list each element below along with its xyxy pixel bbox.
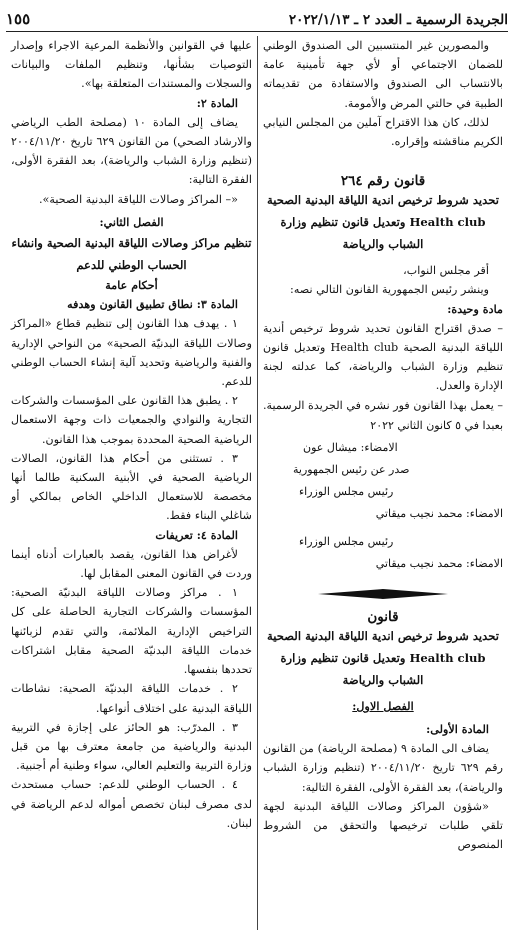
law-heading-2: تحديد شروط ترخيص اندية اللياقة البدنية الصحية Health club وتعديل قانون تنظيم وزارة الشباب والرياضة bbox=[267, 628, 499, 687]
article-3-title: المادة ٣: نطاق تطبيق القانون وهدفه bbox=[67, 297, 238, 312]
article-4-intro: لأغراض هذا القانون، يقصد بالعبارات أدناه أينما وردت في القانون المعنى المقابل لها. bbox=[11, 547, 252, 581]
article-2-text: يضاف إلى المادة ١٠ (مصلحة الطب الرياضي والارشاد الصحي) من القانون ٦٢٩ تاريخ ٢٠٠٤/١١/٢٠ (تنظيم وزارة الشباب والرياضة)، بعد الفقرة الأولى، الفقرة التالية: bbox=[11, 115, 252, 187]
signature-pm-2: الامضاء: محمد نجيب ميقاتي bbox=[375, 556, 503, 570]
signature-pm-1: الامضاء: محمد نجيب ميقاتي bbox=[375, 506, 503, 520]
single-article-title: مادة وحيدة: bbox=[447, 301, 503, 316]
general-provisions-heading: أحكام عامة bbox=[105, 278, 158, 293]
page-header bbox=[6, 6, 508, 32]
closing-paragraph: لذلك، كان هذا الاقتراح آملين من المجلس النيابي الكريم مناقشته وإقراره. bbox=[263, 115, 503, 149]
issued-by: صدر عن رئيس الجمهورية bbox=[293, 462, 410, 476]
enacted-line: أقر مجلس النواب، bbox=[403, 264, 489, 278]
diamond-rule-icon bbox=[318, 589, 448, 599]
law-label: قانون bbox=[367, 608, 399, 625]
law-heading: تحديد شروط ترخيص اندية اللياقة البدنية الصحية Health club وتعديل قانون تنظيم وزارة الشباب والرياضة bbox=[267, 193, 499, 252]
single-article-p1: – صدق اقتراح القانون تحديد شروط ترخيص أندية اللياقة البدنية الصحية Health club وتعديل قانون تنظيم وزارة الشباب والرياضة، كما عدلته لجنة الإدارة والعدل. bbox=[263, 321, 504, 393]
article-3-p2: ٢ . يطبق هذا القانون على المؤسسات والشركات التجارية والنوادي والجمعيات ذات وجهة الاستعمال الرياضية الصحية المحددة بموجب هذا القانون. bbox=[11, 394, 252, 446]
section-divider bbox=[263, 589, 503, 599]
left-column bbox=[6, 36, 257, 930]
signature-president: الامضاء: ميشال عون bbox=[303, 440, 398, 454]
article-3-p1: ١ . يهدف هذا القانون إلى تنظيم قطاع «المراكز وصالات اللياقة البدنيّة الصحية» من النواحي الإدارية والفنية والرياضية وتحديد آلية إنشاء الحساب الوطني للدعم. bbox=[11, 317, 252, 389]
page-number: ١٥٥ bbox=[6, 10, 31, 28]
intro-paragraph: والمصورين غير المنتسبين الى الصندوق الوطني للضمان الاجتماعي أو لأي جهة تأمينية عامة بالانتساب الى الصندوق والاستفادة من تقديماته الطبية في حالتي المرض والأمومة. bbox=[263, 39, 503, 110]
article-4-title: المادة ٤: تعريفات bbox=[155, 527, 238, 542]
definition-1: ١ . مراكز وصالات اللياقة البدنيّة الصحية: المؤسسات والشركات التجارية الحاصلة على كل التراخيص الإدارية الملائمة، والتي تقدم لزبائنها خدمات اللياقة البدنيّة الصحية مقابل اشتراكات تحددها بنفسها. bbox=[11, 586, 252, 677]
running-title: الجريدة الرسمية ـ العدد ٢ ـ ٢٠٢٢/١/١٣ bbox=[288, 12, 508, 28]
definition-4: ٤ . الحساب الوطني للدعم: حساب مستحدث لدى مصرف لبنان تخصص أمواله لدعم الرياضة في لبنان. bbox=[11, 778, 252, 830]
pm-title-1: رئيس مجلس الوزراء bbox=[299, 484, 394, 498]
chapter-2-title: الفصل الثاني: bbox=[99, 214, 164, 229]
article-2-quote: «– المراكز وصالات اللياقة البدنية الصحية». bbox=[38, 192, 238, 206]
law-number: قانون رقم ٢٦٤ bbox=[340, 173, 426, 190]
date-line: بعبدا في ٥ كانون الثاني ٢٠٢٢ bbox=[370, 418, 503, 432]
article-1-text: يضاف الى المادة ٩ (مصلحة الرياضة) من القانون رقم ٦٢٩ تاريخ ٢٠٠٤/١١/٢٠ (تنظيم وزارة الشباب والرياضة)، بعد الفقرة الأولى، الفقرة التالية: bbox=[263, 742, 503, 794]
chapter-1-title: الفصل الاول: bbox=[352, 698, 414, 713]
promulgation-line: وينشر رئيس الجمهورية القانون التالي نصه: bbox=[290, 283, 489, 297]
definition-3: ٣ . المدرّب: هو الحائز على إجازة في التربية البدنية والرياضية من جامعة معترف بها من قبل وزارة التربية والتعليم العالي، سواء وطنية أم أجنبية. bbox=[11, 720, 252, 773]
pm-title-2: رئيس مجلس الوزراء bbox=[299, 534, 394, 548]
article-2-title: المادة ٢: bbox=[196, 95, 238, 110]
chapter-2-heading: تنظيم مراكز وصالات اللياقة البدنية الصحية وانشاء الحساب الوطني للدعم bbox=[11, 236, 252, 273]
article-1-title: المادة الأولى: bbox=[426, 722, 489, 737]
definition-2: ٢ . خدمات اللياقة البدنيّة الصحية: نشاطات اللياقة البدنية على اختلاف أنواعها. bbox=[11, 682, 252, 715]
single-article-p2: – يعمل بهذا القانون فور نشره في الجريدة الرسمية. bbox=[263, 398, 503, 412]
article-1-quote: «شؤون المراكز وصالات اللياقة البدنية لجهة تلقي طلبات ترخيصها والتحقق من الشروط المنصوص bbox=[263, 799, 503, 852]
continued-paragraph: عليها في القوانين والأنظمة المرعية الاجراء وإصدار التوصيات بشأنها، وتنظيم الملفات والبيانات والسجلات والمستندات المتعلقة بها». bbox=[11, 39, 252, 91]
right-column bbox=[257, 36, 508, 930]
two-column-body bbox=[6, 36, 508, 930]
article-3-p3: ٣ . تستثنى من أحكام هذا القانون، الصالات الرياضية الصحية في الأبنية السكنية طالما أنها مخصصة للاستعمال الداخلي الخاص بمالكي أو شاغلي البناء فقط. bbox=[11, 451, 252, 523]
